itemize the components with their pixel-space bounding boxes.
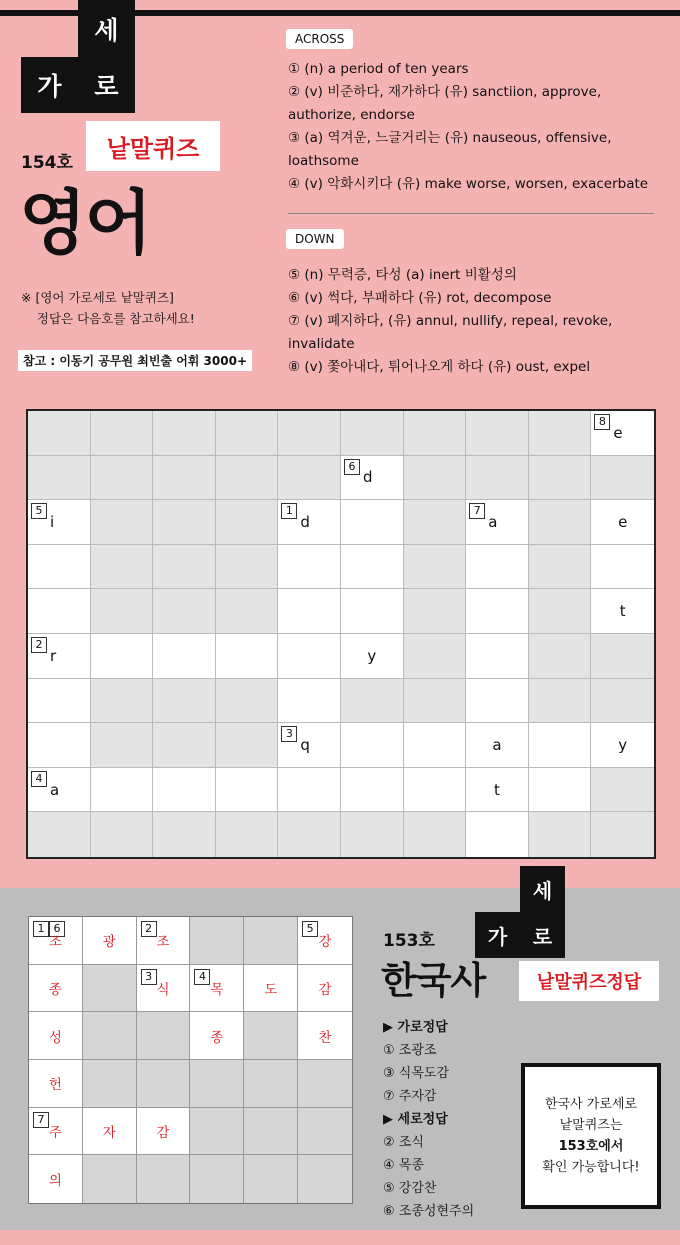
grid-cell[interactable] <box>529 500 592 545</box>
answer-note-line1: ※ [영어 가로세로 낱말퀴즈] <box>21 290 174 305</box>
answer-cell <box>137 1155 191 1203</box>
answer-cell <box>244 1060 298 1108</box>
grid-cell[interactable] <box>28 456 91 501</box>
answer-grid <box>28 916 353 1204</box>
grid-cell[interactable] <box>278 679 341 724</box>
answer-letter: 도 <box>264 981 278 998</box>
hint-letter: i <box>50 512 55 531</box>
grid-cell[interactable] <box>216 589 279 634</box>
down-clue-7: ⑦ (v) 폐지하다, (유) annul, nullify, repeal, revoke, <box>288 313 613 329</box>
grid-cell[interactable] <box>278 768 341 813</box>
grid-cell[interactable] <box>466 411 529 456</box>
grid-cell[interactable] <box>404 723 467 768</box>
grid-cell[interactable] <box>404 812 467 857</box>
grid-cell[interactable] <box>28 679 91 724</box>
prev-across-7: ⑦ 주자감 <box>383 1089 437 1104</box>
answer-letter: 감 <box>156 1124 170 1141</box>
grid-cell[interactable] <box>91 411 154 456</box>
answer-cell <box>29 1012 83 1060</box>
info-line-2: 낱말퀴즈는 <box>559 1118 623 1133</box>
grid-cell[interactable] <box>591 634 654 679</box>
grid-cell[interactable] <box>216 812 279 857</box>
down-clue-8: ⑧ (v) 쫓아내다, 튀어나오게 하다 (유) oust, expel <box>288 359 591 375</box>
answer-letter: 자 <box>102 1124 116 1141</box>
prev-seal-ga: 가 <box>475 912 520 958</box>
grid-cell[interactable] <box>404 589 467 634</box>
hint-letter: y <box>367 646 377 665</box>
answer-cell <box>298 917 352 965</box>
prev-down-6: ⑥ 조종성현주의 <box>383 1204 475 1219</box>
hint-letter: r <box>50 646 57 665</box>
answer-letter: 찬 <box>318 1029 332 1046</box>
answer-cell <box>29 965 83 1013</box>
answer-letter: 광 <box>102 934 116 951</box>
grid-cell[interactable] <box>153 723 216 768</box>
answer-cell <box>137 1060 191 1108</box>
info-line-1: 한국사 가로세로 <box>544 1097 638 1112</box>
answer-clue-number: 6 <box>49 921 65 937</box>
grid-cell[interactable] <box>341 634 404 679</box>
seal-ga: 가 <box>21 57 78 113</box>
prev-down-4: ④ 목종 <box>383 1158 424 1173</box>
grid-cell[interactable] <box>28 500 91 545</box>
answer-cell <box>137 917 191 965</box>
grid-cell[interactable] <box>91 634 154 679</box>
grid-cell[interactable] <box>278 456 341 501</box>
answer-cell <box>244 965 298 1013</box>
prev-seal-se: 세 <box>520 866 565 912</box>
answer-letter: 주 <box>48 1124 62 1141</box>
prev-title: 한국사 <box>381 959 486 1002</box>
down-clue-6: ⑥ (v) 썩다, 부패하다 (유) rot, decompose <box>288 290 552 306</box>
answer-cell <box>298 1108 352 1156</box>
across-label: ACROSS <box>286 29 353 49</box>
grid-cell[interactable] <box>591 411 654 456</box>
grid-cell[interactable] <box>591 768 654 813</box>
grid-cell[interactable] <box>153 545 216 590</box>
grid-cell[interactable] <box>216 679 279 724</box>
grid-cell[interactable] <box>341 456 404 501</box>
answer-cell <box>29 1155 83 1203</box>
grid-cell[interactable] <box>529 768 592 813</box>
grid-cell[interactable] <box>404 679 467 724</box>
grid-cell[interactable] <box>278 411 341 456</box>
answer-cell <box>298 965 352 1013</box>
answer-clue-number: 4 <box>194 969 210 985</box>
clue-number: 3 <box>281 726 297 742</box>
grid-cell[interactable] <box>466 723 529 768</box>
info-line-4: 확인 가능합니다! <box>542 1160 640 1175</box>
grid-cell[interactable] <box>278 812 341 857</box>
hint-letter: y <box>618 735 628 754</box>
hint-letter: d <box>300 512 310 531</box>
prev-across-3: ③ 식목도감 <box>383 1066 450 1081</box>
answer-cell <box>190 917 244 965</box>
grid-cell[interactable] <box>153 634 216 679</box>
grid-cell[interactable] <box>591 500 654 545</box>
grid-cell[interactable] <box>153 589 216 634</box>
answer-cell <box>137 1012 191 1060</box>
grid-cell[interactable] <box>91 679 154 724</box>
answer-clue-number: 5 <box>302 921 318 937</box>
seal-se: 세 <box>78 0 135 57</box>
answer-cell <box>29 1108 83 1156</box>
grid-cell[interactable] <box>91 545 154 590</box>
answer-cell <box>29 917 83 965</box>
answer-letter: 종 <box>48 981 62 998</box>
hint-letter: a <box>492 735 502 754</box>
hint-letter: t <box>619 602 626 621</box>
grid-cell[interactable] <box>466 768 529 813</box>
answer-cell <box>244 917 298 965</box>
clue-number: 1 <box>281 503 297 519</box>
grid-cell[interactable] <box>216 456 279 501</box>
grid-cell[interactable] <box>341 723 404 768</box>
grid-cell[interactable] <box>404 456 467 501</box>
grid-cell[interactable] <box>278 545 341 590</box>
hint-letter: t <box>494 780 500 799</box>
grid-cell[interactable] <box>466 679 529 724</box>
answer-cell <box>190 1060 244 1108</box>
grid-cell[interactable] <box>341 500 404 545</box>
grid-cell[interactable] <box>91 589 154 634</box>
prev-subtitle: 낱말퀴즈정답 <box>519 961 659 1001</box>
grid-cell[interactable] <box>28 589 91 634</box>
grid-cell[interactable] <box>529 723 592 768</box>
answer-letter: 의 <box>48 1173 62 1190</box>
answer-cell <box>244 1108 298 1156</box>
answer-cell <box>29 1060 83 1108</box>
answer-letter: 헌 <box>48 1077 62 1094</box>
grid-cell[interactable] <box>529 589 592 634</box>
across-clue-1: ① (n) a period of ten years <box>288 61 469 77</box>
prev-seal-ro: 로 <box>520 912 565 958</box>
prev-across-header: ▶ 가로정답 <box>383 1020 448 1035</box>
across-clue-2: ② (v) 비준하다, 재가하다 (유) sanctiion, approve, <box>288 84 602 100</box>
answer-cell <box>190 1108 244 1156</box>
answer-cell <box>83 1108 137 1156</box>
page-title: 영어 <box>19 182 151 264</box>
answer-letter: 성 <box>48 1029 62 1046</box>
grid-cell[interactable] <box>404 634 467 679</box>
grid-cell[interactable] <box>216 723 279 768</box>
bottom-strip <box>0 1230 680 1245</box>
answer-cell <box>190 1012 244 1060</box>
grid-cell[interactable] <box>28 812 91 857</box>
grid-cell[interactable] <box>529 634 592 679</box>
grid-cell[interactable] <box>28 411 91 456</box>
grid-cell[interactable] <box>153 411 216 456</box>
grid-cell[interactable] <box>529 679 592 724</box>
answer-cell <box>83 1060 137 1108</box>
grid-cell[interactable] <box>153 679 216 724</box>
hint-letter: a <box>488 512 498 531</box>
grid-cell[interactable] <box>404 545 467 590</box>
grid-cell[interactable] <box>28 768 91 813</box>
answer-letter: 강 <box>318 934 332 951</box>
grid-cell[interactable] <box>529 411 592 456</box>
grid-cell[interactable] <box>404 411 467 456</box>
seal-ro: 로 <box>78 57 135 113</box>
grid-cell[interactable] <box>153 456 216 501</box>
answer-cell <box>244 1012 298 1060</box>
answer-cell <box>83 1155 137 1203</box>
grid-cell[interactable] <box>404 500 467 545</box>
grid-cell[interactable] <box>341 679 404 724</box>
grid-cell[interactable] <box>466 456 529 501</box>
hint-letter: q <box>300 735 310 754</box>
prev-down-header: ▶ 세로정답 <box>383 1112 448 1127</box>
grid-cell[interactable] <box>591 679 654 724</box>
grid-cell[interactable] <box>466 812 529 857</box>
quiz-subtitle: 낱말퀴즈 <box>86 121 220 171</box>
issue-number: 154호 <box>21 153 73 173</box>
prev-issue-number: 153호 <box>383 931 435 951</box>
grid-cell[interactable] <box>91 500 154 545</box>
hint-letter: d <box>362 468 373 487</box>
grid-cell[interactable] <box>591 456 654 501</box>
answer-letter: 식 <box>156 981 170 998</box>
grid-cell[interactable] <box>341 589 404 634</box>
answer-cell <box>298 1060 352 1108</box>
down-clue-7-cont: invalidate <box>288 336 355 352</box>
down-clue-5: ⑤ (n) 무력증, 타성 (a) inert 비활성의 <box>288 267 517 283</box>
grid-cell[interactable] <box>278 589 341 634</box>
hint-letter: a <box>50 780 60 799</box>
grid-cell[interactable] <box>529 545 592 590</box>
clue-number: 2 <box>31 637 47 653</box>
answer-cell <box>137 1108 191 1156</box>
grid-cell[interactable] <box>341 411 404 456</box>
grid-cell[interactable] <box>278 634 341 679</box>
grid-cell[interactable] <box>216 411 279 456</box>
clue-number: 7 <box>469 503 485 519</box>
grid-cell[interactable] <box>153 768 216 813</box>
grid-cell[interactable] <box>28 723 91 768</box>
grid-cell[interactable] <box>216 768 279 813</box>
grid-cell[interactable] <box>91 812 154 857</box>
grid-cell[interactable] <box>216 634 279 679</box>
down-clues <box>288 264 656 379</box>
info-line-3: 153호에서 <box>558 1139 624 1154</box>
info-box <box>521 1063 661 1209</box>
grid-cell[interactable] <box>404 768 467 813</box>
answer-clue-number: 3 <box>141 969 157 985</box>
grid-cell[interactable] <box>591 589 654 634</box>
answer-cell <box>83 965 137 1013</box>
answer-letter: 종 <box>210 1029 224 1046</box>
across-clue-3-cont: loathsome <box>288 153 359 169</box>
grid-cell[interactable] <box>591 723 654 768</box>
grid-cell[interactable] <box>466 634 529 679</box>
clue-number: 8 <box>594 414 610 430</box>
grid-cell[interactable] <box>591 812 654 857</box>
prev-across-1: ① 조광조 <box>383 1043 437 1058</box>
grid-cell[interactable] <box>341 768 404 813</box>
reference-label: 참고 : 이동기 공무원 최빈출 어휘 3000+ <box>18 350 252 371</box>
grid-cell[interactable] <box>153 812 216 857</box>
answer-cell <box>244 1155 298 1203</box>
grid-cell[interactable] <box>216 500 279 545</box>
grid-cell[interactable] <box>466 500 529 545</box>
across-clues <box>288 58 656 196</box>
clue-number: 6 <box>344 459 360 475</box>
grid-cell[interactable] <box>91 456 154 501</box>
answer-note <box>21 287 195 329</box>
answer-clue-number: 7 <box>33 1112 49 1128</box>
answer-letter: 목 <box>210 981 224 998</box>
across-clue-3: ③ (a) 역겨운, 느글거리는 (유) nauseous, offensive, <box>288 130 612 146</box>
grid-cell[interactable] <box>466 589 529 634</box>
prev-answers <box>383 1016 474 1223</box>
answer-cell <box>190 965 244 1013</box>
grid-cell[interactable] <box>28 545 91 590</box>
grid-cell[interactable] <box>529 812 592 857</box>
clue-divider <box>288 213 654 214</box>
grid-cell[interactable] <box>591 545 654 590</box>
hint-letter: e <box>613 423 623 442</box>
answer-letter: 감 <box>318 981 332 998</box>
prev-down-5: ⑤ 강감찬 <box>383 1181 437 1196</box>
clue-number: 5 <box>31 503 47 519</box>
clue-number: 4 <box>31 771 47 787</box>
across-clue-4: ④ (v) 악화시키다 (유) make worse, worsen, exacerbate <box>288 176 649 192</box>
hint-letter: e <box>618 512 628 531</box>
prev-down-2: ② 조식 <box>383 1135 424 1150</box>
answer-letter: 조 <box>156 934 170 951</box>
across-clue-2-cont: authorize, endorse <box>288 107 415 123</box>
grid-cell[interactable] <box>216 545 279 590</box>
answer-clue-number: 1 <box>33 921 49 937</box>
grid-cell[interactable] <box>529 456 592 501</box>
grid-cell[interactable] <box>153 500 216 545</box>
grid-cell[interactable] <box>341 812 404 857</box>
grid-cell[interactable] <box>466 545 529 590</box>
grid-cell[interactable] <box>341 545 404 590</box>
down-label: DOWN <box>286 229 344 249</box>
answer-cell <box>298 1155 352 1203</box>
answer-cell <box>83 1012 137 1060</box>
grid-cell[interactable] <box>91 768 154 813</box>
answer-cell <box>298 1012 352 1060</box>
grid-cell[interactable] <box>91 723 154 768</box>
answer-note-line2: 정답은 다음호를 참고하세요! <box>21 311 195 326</box>
answer-letter: 조 <box>48 934 62 951</box>
answer-cell <box>137 965 191 1013</box>
grid-cell[interactable] <box>28 634 91 679</box>
grid-cell[interactable] <box>278 500 341 545</box>
answer-cell <box>190 1155 244 1203</box>
crossword-grid <box>26 409 656 859</box>
grid-cell[interactable] <box>278 723 341 768</box>
answer-cell <box>83 917 137 965</box>
answer-clue-number: 2 <box>141 921 157 937</box>
